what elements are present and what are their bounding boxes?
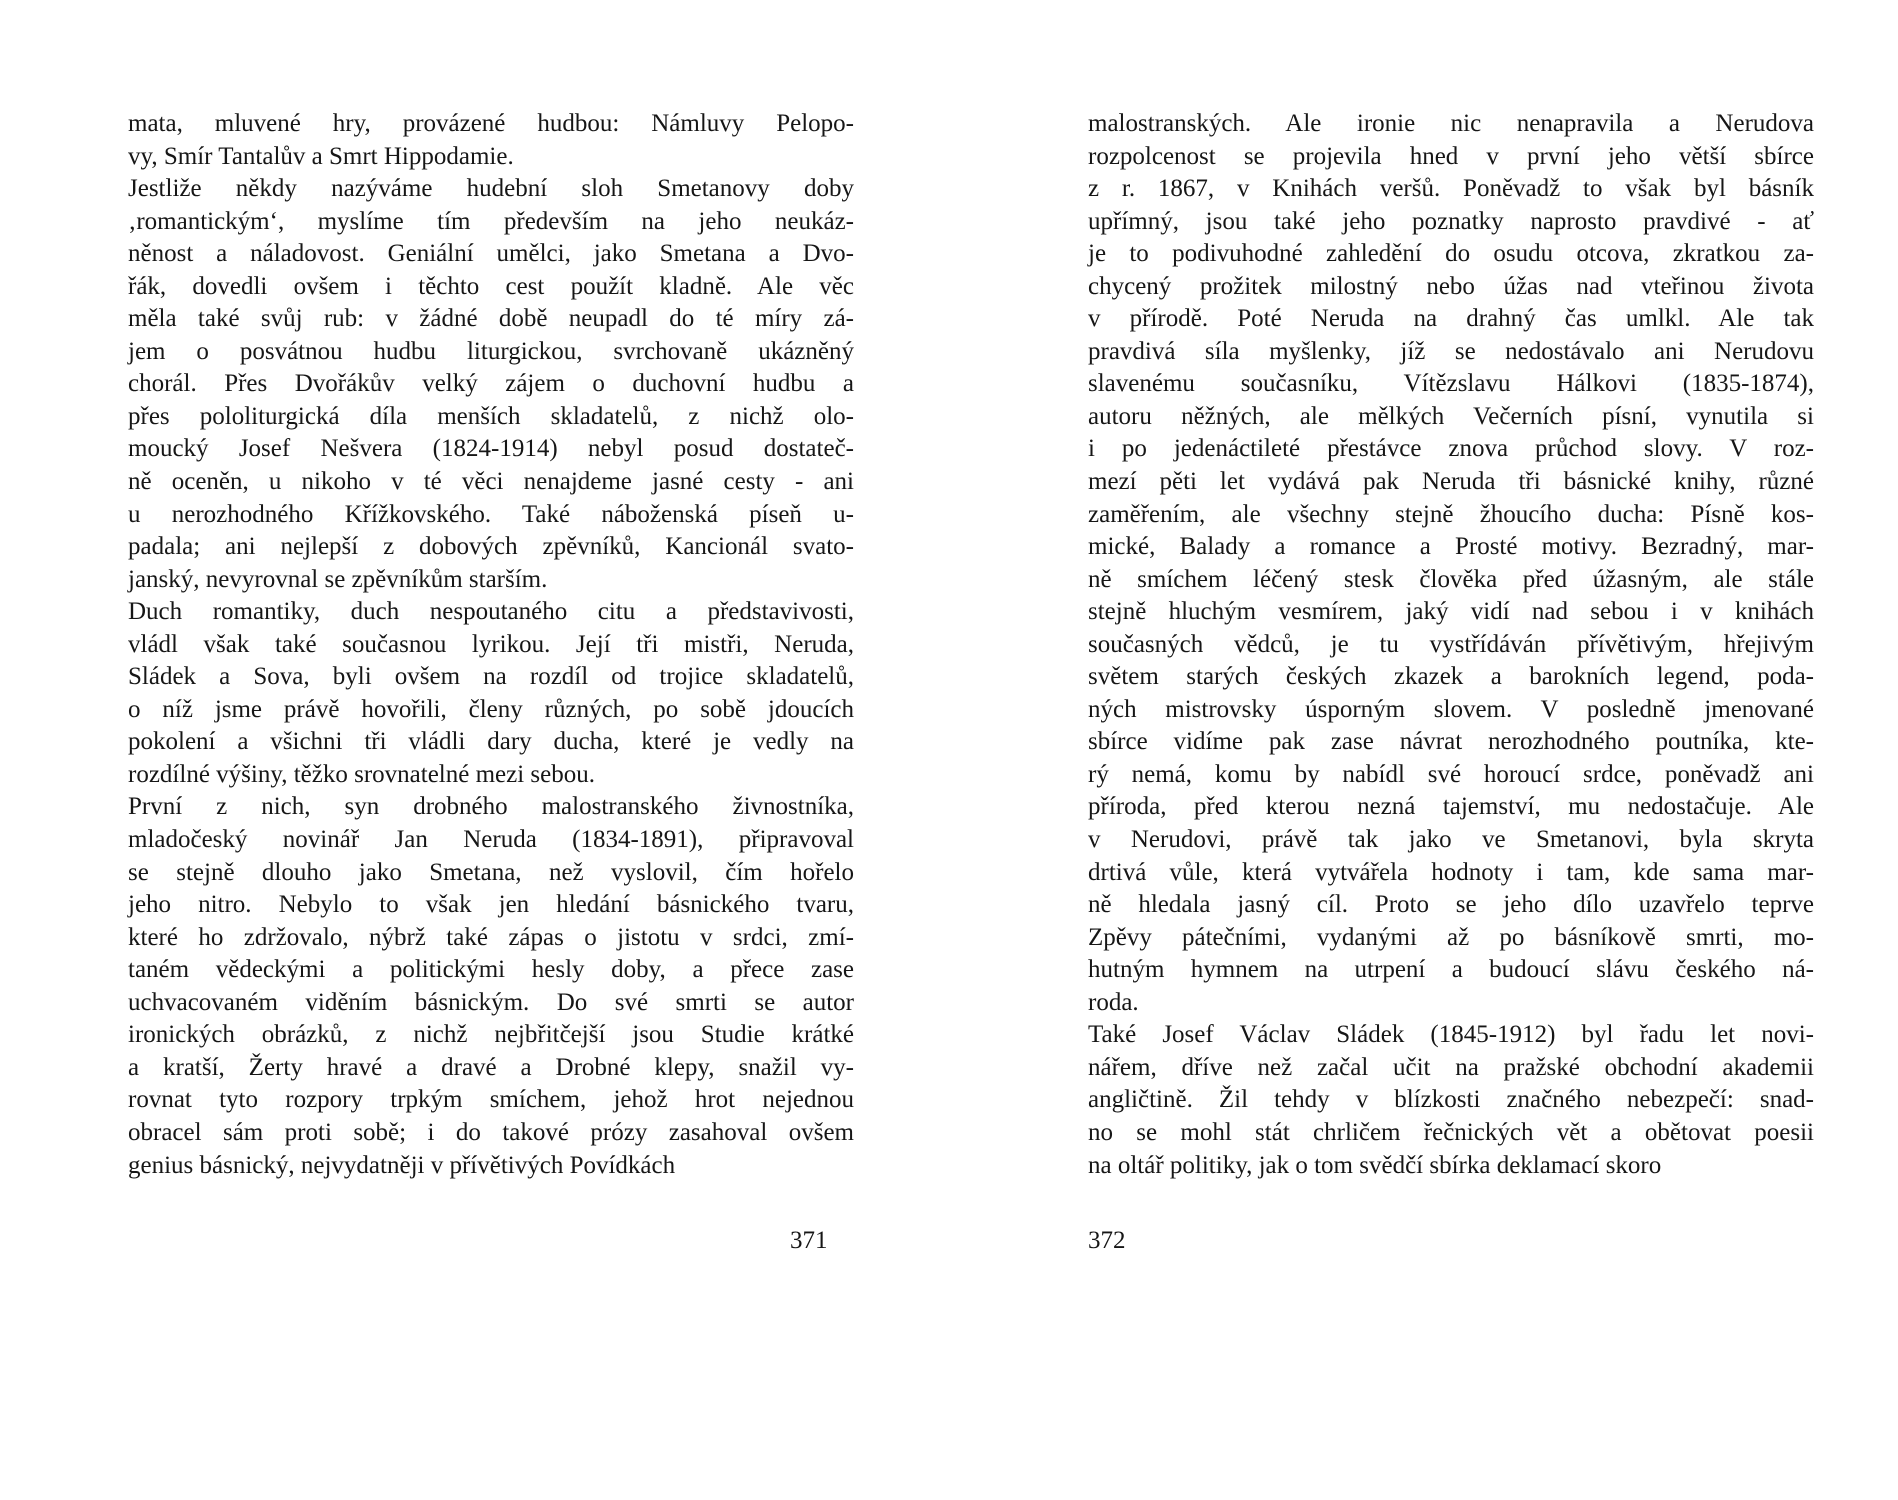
- text-line: hutným hymnem na utrpení a budoucí slávu českého ná-: [1088, 956, 1814, 984]
- text-line: se stejně dlouho jako Smetana, než vyslovil, čím hořelo: [128, 858, 854, 886]
- text-line: v přírodě. Poté Neruda na drahný čas umlkl. Ale tak: [1088, 305, 1814, 333]
- text-line: ných mistrovsky úsporným slovem. V posledně jmenované: [1088, 695, 1814, 723]
- text-line: rozdílné výšiny, těžko srovnatelné mezi sebou.: [128, 760, 595, 788]
- text-line: První z nich, syn drobného malostranského živnostníka,: [128, 793, 854, 821]
- text-line: u nerozhodného Křížkovského. Také náboženská píseň u-: [128, 500, 854, 528]
- text-line: no se mohl stát chrličem řečnických vět a obětovat poesii: [1088, 1118, 1814, 1146]
- page-number-right: 372: [1088, 1227, 1126, 1254]
- text-line: na oltář politiky, jak o tom svědčí sbírka deklamací skoro: [1088, 1151, 1662, 1179]
- text-line: a kratší, Žerty hravé a dravé a Drobné klepy, snažil vy-: [128, 1053, 854, 1081]
- text-line: přes pololiturgická díla menších skladatelů, z nichž olo-: [128, 402, 854, 430]
- text-line: mladočeský novinář Jan Neruda (1834-1891), připravoval: [128, 826, 854, 854]
- text-line: pokolení a všichni tři vládli dary ducha, které je vedly na: [128, 728, 854, 756]
- text-line: Sládek a Sova, byli ovšem na rozdíl od trojice skladatelů,: [128, 663, 854, 691]
- text-line: nářem, dříve než začal učit na pražské obchodní akademii: [1088, 1053, 1814, 1081]
- text-line: o níž jsme právě hovořili, členy různých, po sobě jdoucích: [128, 695, 854, 723]
- text-line: vy, Smír Tantalův a Smrt Hippodamie.: [128, 142, 514, 170]
- text-line: ‚romantickým‘, myslíme tím především na jeho neukáz-: [128, 207, 854, 235]
- text-line: taném vědeckými a politickými hesly doby, a přece zase: [128, 956, 854, 984]
- text-line: v Nerudovi, právě tak jako ve Smetanovi, byla skryta: [1088, 826, 1814, 854]
- text-line: je to podivuhodné zahledění do osudu otcova, zkratkou za-: [1088, 240, 1814, 268]
- text-line: Zpěvy pátečními, vydanými až po básníkově smrti, mo-: [1088, 923, 1814, 951]
- text-line: mezí pěti let vydává pak Neruda tři básnické knihy, různé: [1088, 468, 1814, 496]
- text-line: zaměřením, ale všechny stejně žhoucího ducha: Písně kos-: [1088, 500, 1814, 528]
- text-line: padala; ani nejlepší z dobových zpěvníků, Kancionál svato-: [128, 533, 854, 561]
- text-line: které ho zdržovalo, nýbrž také zápas o jistotu v srdci, zmí-: [128, 923, 854, 951]
- text-line: drtivá vůle, která vytvářela hodnoty i tam, kde sama mar-: [1088, 858, 1814, 886]
- text-line: ně oceněn, u nikoho v té věci nenajdeme jasné cesty - ani: [128, 468, 854, 496]
- text-line: pravdivá síla myšlenky, jíž se nedostávalo ani Nerudovu: [1088, 337, 1814, 365]
- text-line: roda.: [1088, 988, 1139, 1016]
- text-line: angličtině. Žil tehdy v blízkosti značného nebezpečí: snad-: [1088, 1086, 1814, 1114]
- text-line: něnost a náladovost. Geniální umělci, jako Smetana a Dvo-: [128, 240, 854, 268]
- text-line: Jestliže někdy nazýváme hudební sloh Smetanovy doby: [128, 175, 854, 203]
- text-line: chorál. Přes Dvořákův velký zájem o duchovní hudbu a: [128, 370, 854, 398]
- text-line: současných vědců, je tu vystřídáván přívětivým, hřejivým: [1088, 630, 1814, 658]
- text-line: světem starých českých zkazek a barokních legend, poda-: [1088, 663, 1814, 691]
- page-number-left: 371: [790, 1227, 828, 1254]
- text-line: uchvacovaném viděním básnickým. Do své smrti se autor: [128, 988, 854, 1016]
- text-line: moucký Josef Nešvera (1824-1914) nebyl posud dostateč-: [128, 435, 854, 463]
- text-line: jem o posvátnou hudbu liturgickou, svrchovaně ukázněný: [128, 337, 854, 365]
- right-page-text: [1088, 108, 1814, 1182]
- text-line: Duch romantiky, duch nespoutaného citu a představivosti,: [128, 598, 854, 626]
- text-line: vládl však také současnou lyrikou. Její tři mistři, Neruda,: [128, 630, 854, 658]
- text-line: mata, mluvené hry, provázené hudbou: Námluvy Pelopo-: [128, 110, 854, 137]
- left-page-text: [128, 108, 854, 1182]
- text-line: janský, nevyrovnal se zpěvníkům starším.: [128, 565, 548, 593]
- text-line: ironických obrázků, z nichž nejbřitčejší jsou Studie krátké: [128, 1021, 854, 1049]
- text-line: malostranských. Ale ironie nic nenapravila a Nerudova: [1088, 110, 1814, 137]
- text-line: obracel sám proti sobě; i do takové prózy zasahoval ovšem: [128, 1118, 854, 1146]
- text-line: rý nemá, komu by nabídl své horoucí srdce, poněvadž ani: [1088, 760, 1814, 788]
- text-line: slavenému současníku, Vítězslavu Hálkovi (1835-1874),: [1088, 370, 1814, 398]
- text-line: i po jedenáctileté přestávce znova průchod slovy. V roz-: [1088, 435, 1814, 463]
- text-line: řák, dovedli ovšem i těchto cest použít kladně. Ale věc: [128, 272, 854, 300]
- text-line: měla také svůj rub: v žádné době neupadl do té míry zá-: [128, 305, 854, 333]
- text-line: ně smíchem léčený stesk člověka před úžasným, ale stále: [1088, 565, 1814, 593]
- text-line: rovnat tyto rozpory trpkým smíchem, jehož hrot nejednou: [128, 1086, 854, 1114]
- right-page: [1088, 108, 1814, 1182]
- text-line: genius básnický, nejvydatněji v přívětivých Povídkách: [128, 1151, 676, 1179]
- text-line: jeho nitro. Nebylo to však jen hledání básnického tvaru,: [128, 891, 854, 919]
- text-line: ně hledala jasný cíl. Proto se jeho dílo uzavřelo teprve: [1088, 891, 1814, 919]
- text-line: mické, Balady a romance a Prosté motivy. Bezradný, mar-: [1088, 533, 1814, 561]
- text-line: chycený prožitek milostný nebo úžas nad vteřinou života: [1088, 272, 1814, 300]
- left-page: [128, 108, 854, 1182]
- text-line: příroda, před kterou nezná tajemství, mu nedostačuje. Ale: [1088, 793, 1814, 821]
- text-line: autoru něžných, ale mělkých Večerních písní, vynutila si: [1088, 402, 1814, 430]
- text-line: stejně hluchým vesmírem, jaký vidí nad sebou i v knihách: [1088, 598, 1814, 626]
- text-line: z r. 1867, v Knihách veršů. Poněvadž to však byl básník: [1088, 175, 1814, 203]
- text-line: rozpolcenost se projevila hned v první jeho větší sbírce: [1088, 142, 1814, 170]
- text-line: sbírce vidíme pak zase návrat nerozhodného poutníka, kte-: [1088, 728, 1814, 756]
- text-line: upřímný, jsou také jeho poznatky naprosto pravdivé - ať: [1088, 207, 1814, 235]
- text-line: Také Josef Václav Sládek (1845-1912) byl řadu let novi-: [1088, 1021, 1814, 1049]
